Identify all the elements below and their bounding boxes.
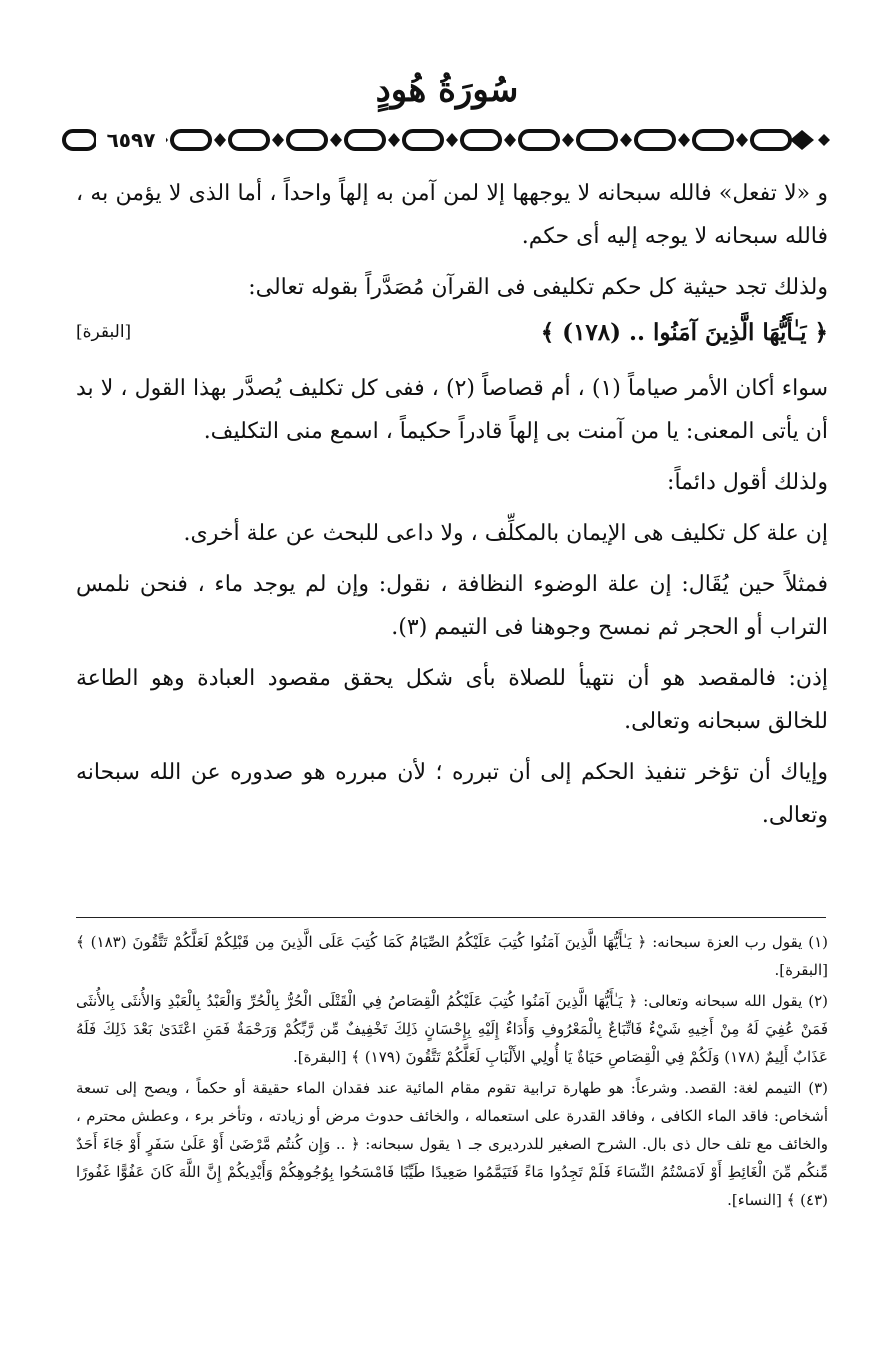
- footnote: (٣) التيمم لغة: القصد. وشرعاً: هو طهارة ترابية تقوم مقام المائية عند فقدان الماء حقيقة أو حكماً ، ويصح إلى تسعة أشخاص: فاقد الماء الكافى ، وفاقد القدرة على استعماله ، والخائف حدوث مرض أو زيادته ، وتأخر برء ، وعطش محترم ، والخائف مع تلف حال ذى بال. الشرح الصغير للدرديرى جـ ١ يقول سبحانه: ﴿ .. وَإِن كُنتُم مَّرْضَىٰ أَوْ عَلَىٰ سَفَرٍ أَوْ جَاءَ أَحَدٌ مِّنكُم مِّنَ الْغَائِطِ أَوْ لَامَسْتُمُ النِّسَاءَ فَلَمْ تَجِدُوا مَاءً فَتَيَمَّمُوا صَعِيدًا طَيِّبًا فَامْسَحُوا بِوُجُوهِكُمْ وَأَيْدِيكُمْ إِنَّ اللَّهَ كَانَ عَفُوًّا غَفُورًا (٤٣) ﴾ [النساء].: [76, 1079, 829, 1209]
- quran-verse: ﴿ يَـٰأَيُّهَا الَّذِينَ آمَنُوا .. (١٧٨) ﴾: [540, 319, 828, 346]
- paragraph: إن علة كل تكليف هى الإيمان بالمكلِّف ، ولا داعى للبحث عن علة أخرى.: [183, 521, 828, 546]
- footnote: (١) يقول رب العزة سبحانه: ﴿ يَـٰأَيُّهَا الَّذِينَ آمَنُوا كُتِبَ عَلَيْكُمُ الصِّيَامُ كَمَا كُتِبَ عَلَى الَّذِينَ مِن قَبْلِكُمْ لَعَلَّكُمْ تَتَّقُونَ (١٨٣) ﴾ [البقرة].: [76, 933, 828, 979]
- paragraph: فمثلاً حين يُقَال: إن علة الوضوء النظافة ، نقول: وإن لم يوجد ماء ، فنحن نلمس التراب أو الحجر ثم نمسح وجوهنا فى التيمم (٣).: [76, 572, 828, 640]
- page-number: ٦٥٩٧: [96, 127, 166, 153]
- paragraph: ولذلك تجد حيثية كل حكم تكليفى فى القرآن مُصَدَّراً بقوله تعالى:: [248, 275, 828, 300]
- footnotes: [76, 928, 828, 1217]
- footnote: (٢) يقول الله سبحانه وتعالى: ﴿ يَـٰأَيُّهَا الَّذِينَ آمَنُوا كُتِبَ عَلَيْكُمُ الْقِصَاصُ فِي الْقَتْلَى الْحُرُّ بِالْحُرِّ وَالْعَبْدُ بِالْعَبْدِ وَالأُنثَى بِالأُنثَى فَمَنْ عُفِيَ لَهُ مِنْ أَخِيهِ شَيْءٌ فَاتِّبَاعٌ بِالْمَعْرُوفِ وَأَدَاءٌ إِلَيْهِ بِإِحْسَانٍ ذَلِكَ تَخْفِيفٌ مِّن رَّبِّكُمْ وَرَحْمَةٌ فَمَنِ اعْتَدَىٰ بَعْدَ ذَلِكَ فَلَهُ عَذَابٌ أَلِيمٌ (١٧٨) وَلَكُمْ فِي الْقِصَاصِ حَيَاةٌ يَا أُولِي الأَلْبَابِ لَعَلَّكُمْ تَتَّقُونَ (١٧٩) ﴾ [البقرة].: [76, 992, 828, 1066]
- paragraph: ولذلك أقول دائماً:: [667, 470, 828, 495]
- paragraph: و «لا تفعل» فالله سبحانه لا يوجهها إلا لمن آمن به إلهاً واحداً ، أما الذى لا يؤمن به ، فالله سبحانه لا يوجه إليه أى حكم.: [76, 181, 828, 249]
- verse-block: [76, 311, 828, 357]
- ornamental-header-band: [62, 126, 830, 154]
- paragraph: وإياك أن تؤخر تنفيذ الحكم إلى أن تبرره ؛ لأن مبرره هو صدوره عن الله سبحانه وتعالى.: [76, 760, 828, 828]
- surah-title: سُورَةُ هُودٍ: [375, 70, 519, 110]
- main-text: [76, 172, 828, 837]
- paragraph: سواء أكان الأمر صياماً (١) ، أم قصاصاً (٢) ، ففى كل تكليف يُصدَّر بهذا القول ، لا بد أن يأتى المعنى: يا من آمنت بى إلهاً قادراً حكيماً ، اسمع منى التكليف.: [76, 376, 829, 444]
- footnote-divider: [76, 917, 826, 918]
- paragraph: إذن: فالمقصد هو أن نتهيأ للصلاة بأى شكل يحقق مقصود العبادة وهو الطاعة للخالق سبحانه وتعالى.: [76, 666, 828, 734]
- verse-reference: [البقرة]: [76, 322, 132, 342]
